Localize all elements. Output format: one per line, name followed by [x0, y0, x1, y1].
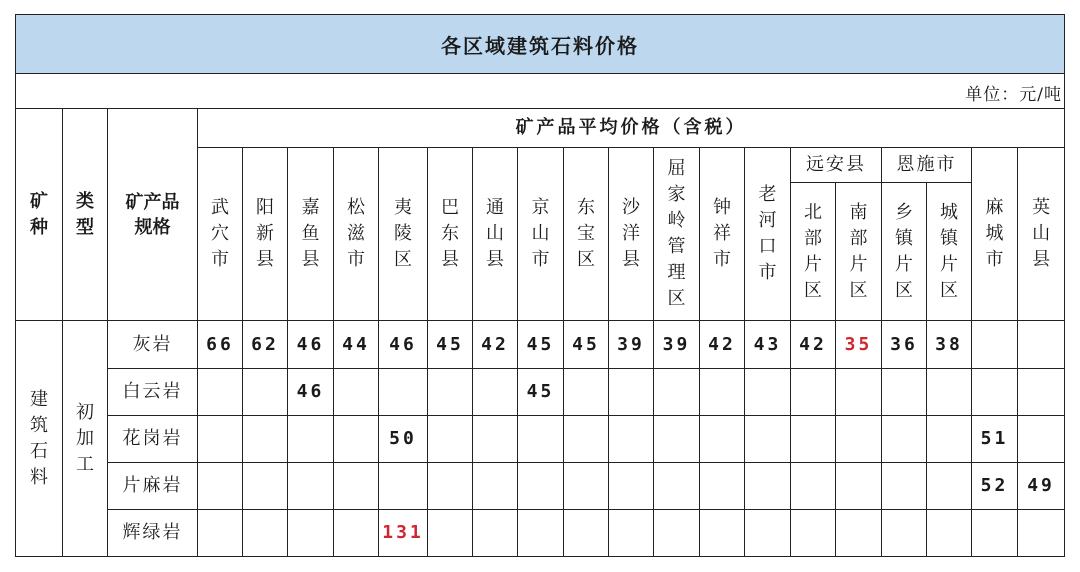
price-cell: 62 [243, 321, 288, 368]
price-cell: 51 [972, 415, 1018, 462]
price-cell [882, 462, 927, 509]
price-cell [609, 368, 654, 415]
price-cell: 43 [745, 321, 791, 368]
header-region: 巴东县 [428, 148, 473, 321]
header-region: 夷陵区 [379, 148, 428, 321]
header-region: 钟祥市 [700, 148, 745, 321]
price-cell [745, 368, 791, 415]
table-row [16, 462, 1065, 509]
price-cell: 46 [379, 321, 428, 368]
price-cell [198, 415, 243, 462]
price-cell [927, 462, 972, 509]
price-cell [379, 368, 428, 415]
header-spec: 矿产品规格 [108, 109, 198, 321]
header-mineral: 矿种 [16, 109, 63, 321]
price-cell [745, 415, 791, 462]
price-cell: 52 [972, 462, 1018, 509]
price-cell [198, 509, 243, 556]
header-region: 南部片区 [836, 183, 882, 321]
price-cell: 45 [564, 321, 609, 368]
price-cell [654, 415, 700, 462]
price-cell [428, 509, 473, 556]
header-group-yuanan: 远安县 [791, 148, 882, 183]
price-cell [700, 368, 745, 415]
table-row [16, 509, 1065, 556]
price-cell [791, 462, 836, 509]
header-region: 屈家岭管理区 [654, 148, 700, 321]
price-cell [791, 368, 836, 415]
mineral-cell: 建筑石料 [16, 321, 63, 557]
price-cell [428, 415, 473, 462]
price-cell [927, 368, 972, 415]
price-table [15, 108, 1065, 557]
price-cell [745, 509, 791, 556]
price-cell [288, 415, 334, 462]
header-region: 麻城市 [972, 148, 1018, 321]
price-cell: 35 [836, 321, 882, 368]
price-cell [564, 462, 609, 509]
price-cell [882, 415, 927, 462]
price-cell [882, 509, 927, 556]
price-cell [1018, 509, 1065, 556]
header-region: 乡镇片区 [882, 183, 927, 321]
price-cell [473, 415, 518, 462]
price-cell [379, 462, 428, 509]
price-cell [1018, 368, 1065, 415]
price-cell [243, 368, 288, 415]
price-cell [972, 509, 1018, 556]
price-cell [654, 509, 700, 556]
price-cell [1018, 321, 1065, 368]
price-cell [927, 415, 972, 462]
header-region: 城镇片区 [927, 183, 972, 321]
price-cell [334, 509, 379, 556]
price-cell [654, 368, 700, 415]
price-cell [518, 415, 564, 462]
table-row [16, 415, 1065, 462]
price-cell: 46 [288, 368, 334, 415]
price-cell [700, 462, 745, 509]
price-cell: 42 [791, 321, 836, 368]
price-cell [791, 509, 836, 556]
header-avg-price: 矿产品平均价格（含税） [198, 109, 1065, 148]
price-cell [564, 368, 609, 415]
price-cell [243, 415, 288, 462]
price-cell [1018, 415, 1065, 462]
price-cell: 39 [654, 321, 700, 368]
price-cell [334, 462, 379, 509]
price-cell [836, 509, 882, 556]
header-group-enshi: 恩施市 [882, 148, 972, 183]
table-row [16, 321, 1065, 368]
price-cell: 44 [334, 321, 379, 368]
spec-cell: 灰岩 [108, 321, 198, 368]
price-cell [836, 462, 882, 509]
price-cell [654, 462, 700, 509]
process-type-cell: 初加工 [63, 321, 108, 557]
price-cell [972, 321, 1018, 368]
header-region: 东宝区 [564, 148, 609, 321]
price-cell [473, 509, 518, 556]
price-cell [198, 462, 243, 509]
header-region: 英山县 [1018, 148, 1065, 321]
price-cell [334, 368, 379, 415]
unit-label: 单位：元/吨 [965, 85, 1062, 105]
price-cell: 45 [428, 321, 473, 368]
header-region: 武穴市 [198, 148, 243, 321]
price-cell [700, 509, 745, 556]
price-cell: 50 [379, 415, 428, 462]
price-cell: 49 [1018, 462, 1065, 509]
header-region: 嘉鱼县 [288, 148, 334, 321]
spec-cell: 花岗岩 [108, 415, 198, 462]
table-row [16, 368, 1065, 415]
spec-cell: 辉绿岩 [108, 509, 198, 556]
spec-cell: 片麻岩 [108, 462, 198, 509]
unit-row [15, 74, 1065, 109]
header-region: 北部片区 [791, 183, 836, 321]
price-cell [836, 415, 882, 462]
price-cell: 42 [473, 321, 518, 368]
price-cell [428, 462, 473, 509]
price-cell [564, 509, 609, 556]
spec-cell: 白云岩 [108, 368, 198, 415]
price-cell: 38 [927, 321, 972, 368]
price-cell [243, 509, 288, 556]
price-cell [609, 415, 654, 462]
price-cell [473, 368, 518, 415]
price-cell [700, 415, 745, 462]
price-cell: 46 [288, 321, 334, 368]
header-region: 松滋市 [334, 148, 379, 321]
price-cell [609, 509, 654, 556]
price-cell: 45 [518, 321, 564, 368]
price-cell [198, 368, 243, 415]
price-cell [473, 462, 518, 509]
price-cell: 39 [609, 321, 654, 368]
price-cell [243, 462, 288, 509]
price-cell: 66 [198, 321, 243, 368]
price-cell [288, 462, 334, 509]
price-cell [518, 462, 564, 509]
price-cell: 36 [882, 321, 927, 368]
price-cell [288, 509, 334, 556]
header-region: 京山市 [518, 148, 564, 321]
header-region: 通山县 [473, 148, 518, 321]
price-cell [609, 462, 654, 509]
price-cell [882, 368, 927, 415]
table-title [15, 14, 1065, 74]
header-region: 老河口市 [745, 148, 791, 321]
price-cell [836, 368, 882, 415]
price-cell [927, 509, 972, 556]
price-cell: 45 [518, 368, 564, 415]
price-cell [518, 509, 564, 556]
price-cell [745, 462, 791, 509]
price-cell [791, 415, 836, 462]
header-type: 类型 [63, 109, 108, 321]
header-region: 沙洋县 [609, 148, 654, 321]
price-cell [972, 368, 1018, 415]
price-cell [428, 368, 473, 415]
price-cell [334, 415, 379, 462]
price-cell [564, 415, 609, 462]
header-region: 阳新县 [243, 148, 288, 321]
price-cell: 131 [379, 509, 428, 556]
price-cell: 42 [700, 321, 745, 368]
table-title-text: 各区域建筑石料价格 [441, 33, 639, 58]
